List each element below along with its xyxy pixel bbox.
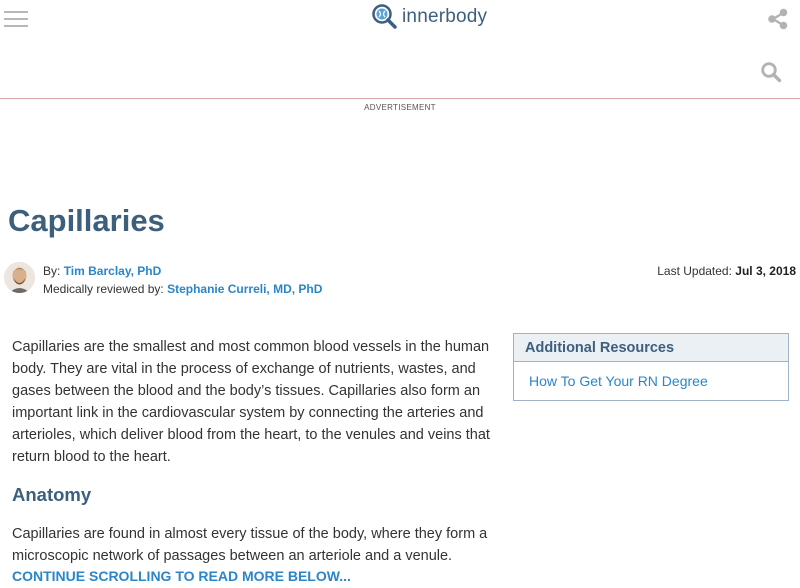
last-updated	[657, 262, 796, 280]
author-link[interactable]: Tim Barclay, PhD	[63, 264, 162, 278]
updated-prefix: Last Updated:	[657, 264, 732, 278]
share-icon[interactable]	[767, 8, 789, 35]
logo-text: innerbody	[402, 6, 488, 27]
byline	[43, 262, 322, 298]
additional-resources-box	[513, 333, 789, 401]
rn-degree-link[interactable]: How To Get Your RN Degree	[529, 373, 708, 389]
section-heading-anatomy: Anatomy	[12, 484, 92, 505]
author-line	[43, 262, 322, 280]
site-logo[interactable]	[370, 3, 487, 31]
reviewer-link[interactable]: Stephanie Curreli, MD, PhD	[167, 282, 323, 296]
author-prefix: By:	[43, 264, 61, 278]
site-header	[0, 0, 800, 99]
author-avatar	[4, 262, 35, 293]
updated-date: Jul 3, 2018	[735, 264, 796, 278]
reviewer-prefix: Medically reviewed by:	[43, 282, 164, 296]
continue-reading-link[interactable]: CONTINUE SCROLLING TO READ MORE BELOW...	[12, 568, 351, 584]
resources-heading: Additional Resources	[514, 334, 788, 362]
anatomy-paragraph: Capillaries are found in almost every tissue of the body, where they form a microscopic network of passages between an arteriole and a venule.	[12, 526, 488, 564]
reviewer-line	[43, 280, 322, 298]
logo-magnifier-icon	[370, 3, 398, 31]
search-icon[interactable]	[760, 61, 782, 88]
intro-paragraph: Capillaries are the smallest and most common blood vessels in the human body. They are vital in the process of exchange of nutrients, wastes, and gases between the blood and the body’s tissues. Capillaries also form an important link in the cardiovascular system by connecting the arteries and arterioles, which deliver blood from the heart, to the venules and veins that return blood to the heart.	[12, 339, 490, 465]
page-title: Capillaries	[8, 203, 165, 238]
hamburger-menu-icon[interactable]	[4, 9, 28, 29]
advertisement-label: ADVERTISEMENT	[364, 103, 436, 112]
